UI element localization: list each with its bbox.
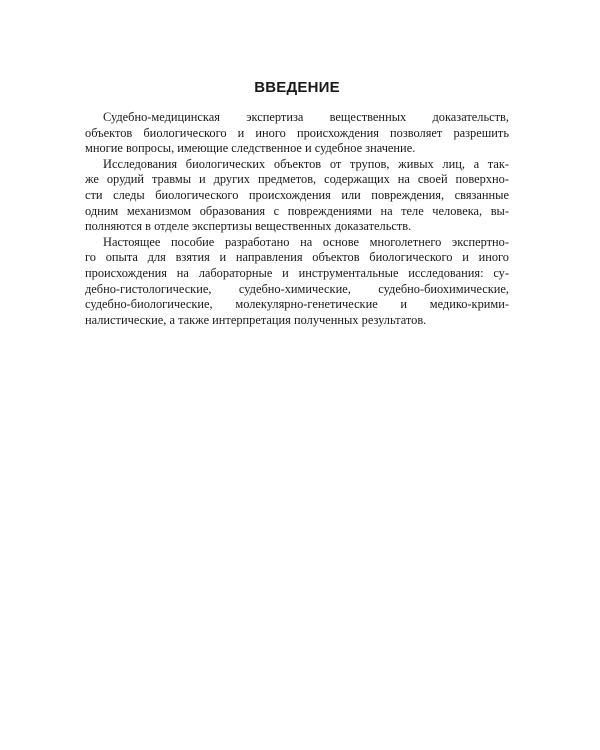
paragraph-line: многие вопросы, имеющие следственное и судебное значение. — [85, 141, 416, 156]
paragraph-line: же орудий травмы и других предметов, содержащих на своей поверхно- — [85, 172, 509, 187]
paragraph-line: дебно-гистологические, судебно-химические, судебно-биохимические, — [85, 281, 509, 296]
paragraph-3 — [85, 235, 509, 329]
paragraph-line: налистические, а также интерпретация полученных результатов. — [85, 312, 427, 327]
paragraph-line: объектов биологического и иного происхождения позволяет разрешить — [85, 125, 509, 140]
paragraph-line: Судебно-медицинская экспертиза вещественных доказательств, — [103, 110, 509, 124]
paragraph-line: судебно-биологические, молекулярно-генетические и медико-крими- — [85, 297, 509, 312]
paragraph-line: происхождения на лабораторные и инструментальные исследования: су- — [85, 265, 509, 280]
paragraph-line: полняются в отделе экспертизы вещественных доказательств. — [85, 219, 412, 234]
paragraph-2 — [85, 157, 509, 235]
paragraph-line: сти следы биологического происхождения или повреждения, связанные — [85, 187, 509, 202]
paragraph-1 — [85, 110, 509, 157]
section-heading: ВВЕДЕНИЕ — [254, 79, 340, 96]
paragraph-line: го опыта для взятия и направления объектов биологического и иного — [85, 250, 509, 265]
document-page — [85, 78, 509, 328]
paragraph-line: Настоящее пособие разработано на основе многолетнего экспертно- — [103, 234, 509, 249]
paragraph-line: одним механизмом образования с повреждениями на теле человека, вы- — [85, 203, 509, 218]
paragraph-line: Исследования биологических объектов от трупов, живых лиц, а так- — [103, 156, 509, 171]
